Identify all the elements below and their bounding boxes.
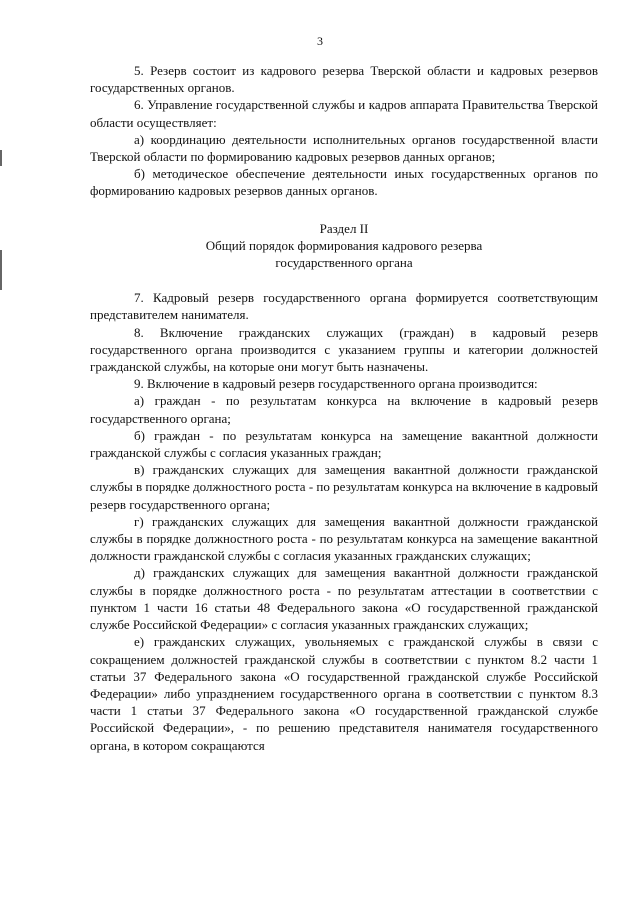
section-title-line1: Общий порядок формирования кадрового резерва <box>205 237 483 253</box>
paragraph: 7. Кадровый резерв государственного органа формируется соответствующим представителем нанимателя. <box>90 290 598 323</box>
paragraph: а) граждан - по результатам конкурса на включение в кадровый резерв государственного органа; <box>90 393 598 426</box>
scan-edge-mark <box>0 150 2 166</box>
scan-edge-mark <box>0 250 2 290</box>
paragraph: 8. Включение гражданских служащих (граждан) в кадровый резерв государственного органа производится с указанием группы и категории должностей гражданской службы, на которые они могут быть назначены. <box>90 324 598 375</box>
paragraph: 5. Резерв состоит из кадрового резерва Тверской области и кадровых резервов государственных органов. <box>90 63 598 96</box>
section-title <box>90 237 598 271</box>
section-label: Раздел II <box>319 220 369 236</box>
paragraph: в) гражданских служащих для замещения вакантной должности гражданской службы в порядке должностного роста - по результатам конкурса на включение в кадровый резерв государственного органа; <box>90 462 598 512</box>
section-title-line2: государственного органа <box>275 255 413 271</box>
paragraph: д) гражданских служащих для замещения вакантной должности гражданской службы в порядке должностного роста - по результатам аттестации в соответствии с пунктом 1 части 16 статьи 48 Федерального закона «О государственной гражданской службе Российской Федерации» с согласия указанных гражданских служащих; <box>90 565 598 633</box>
paragraph: 9. Включение в кадровый резерв государственного органа производится: <box>134 376 538 392</box>
page-number: 3 <box>317 34 323 48</box>
paragraph: е) гражданских служащих, увольняемых с гражданской службы в связи с сокращением должностей гражданской службы в соответствии с пунктом 8.2 части 1 статьи 37 Федерального закона «О государственной гражданской службе Российской Федерации» либо упразднением государственного органа в соответствии с пунктом 8.3 части 1 статьи 37 Федерального закона «О государственной гражданской службе Российской Федерации», - по решению представителя нанимателя государственного органа, в котором сокращаются <box>90 634 598 753</box>
paragraph: г) гражданских служащих для замещения вакантной должности гражданской службы в порядке должностного роста - по результатам конкурса на замещение вакантной должности гражданской службы с согласия указанных гражданских служащих; <box>90 513 598 564</box>
document-body <box>90 62 598 754</box>
paragraph: 6. Управление государственной службы и кадров аппарата Правительства Тверской области осуществляет: <box>90 97 598 130</box>
paragraph: б) граждан - по результатам конкурса на замещение вакантной должности гражданской службы с согласия указанных граждан; <box>90 427 598 461</box>
paragraph: б) методическое обеспечение деятельности иных государственных органов по формированию кадровых резервов данных органов. <box>90 166 598 199</box>
paragraph: а) координацию деятельности исполнительных органов государственной власти Тверской области по формированию кадровых резервов данных органов; <box>90 131 598 165</box>
